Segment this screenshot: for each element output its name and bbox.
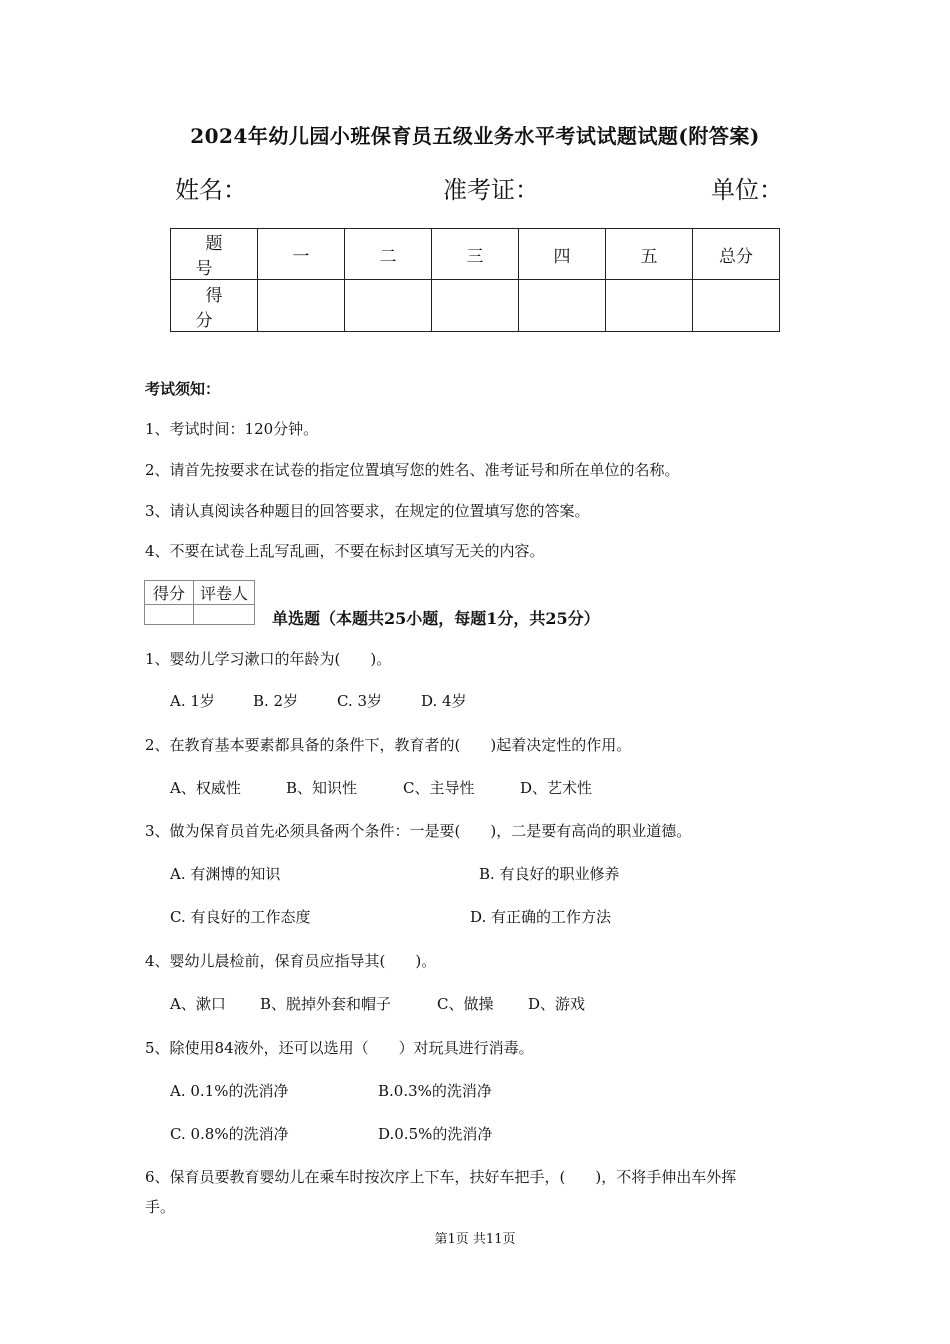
column-header: 三 bbox=[432, 229, 519, 280]
option-d[interactable]: D.0.5%的洗消净 bbox=[378, 1125, 493, 1143]
score-label: 得分 bbox=[171, 280, 258, 332]
option-a[interactable]: A. 0.1%的洗消净 bbox=[170, 1082, 289, 1100]
option-d[interactable]: D. 4岁 bbox=[421, 692, 467, 710]
score-cell[interactable] bbox=[606, 280, 693, 332]
option-d[interactable]: D、艺术性 bbox=[520, 779, 593, 797]
option-a[interactable]: A. 1岁 bbox=[170, 692, 215, 710]
notice-heading: 考试须知： bbox=[145, 380, 221, 398]
question-stem: 5、除使用84液外，还可以选用（ ）对玩具进行消毒。 bbox=[145, 1039, 534, 1057]
option-b[interactable]: B、知识性 bbox=[286, 779, 358, 797]
option-c[interactable]: C. 3岁 bbox=[337, 692, 383, 710]
notice-item: 3、请认真阅读各种题目的回答要求，在规定的位置填写您的答案。 bbox=[145, 502, 590, 520]
option-b[interactable]: B. 2岁 bbox=[253, 692, 299, 710]
score-cell[interactable] bbox=[345, 280, 432, 332]
notice-item: 4、不要在试卷上乱写乱画，不要在标封区填写无关的内容。 bbox=[145, 542, 545, 560]
option-c[interactable]: C. 0.8%的洗消净 bbox=[170, 1125, 289, 1143]
score-cell[interactable] bbox=[258, 280, 345, 332]
option-c[interactable]: C、主导性 bbox=[403, 779, 475, 797]
grader-box bbox=[144, 580, 255, 625]
grader-score-cell[interactable] bbox=[145, 605, 194, 625]
section-heading: 单选题（本题共25小题，每题1分，共25分） bbox=[272, 609, 600, 628]
column-header: 四 bbox=[519, 229, 606, 280]
option-a[interactable]: A. 有渊博的知识 bbox=[170, 865, 281, 883]
notice-item: 1、考试时间：120分钟。 bbox=[145, 420, 319, 438]
option-c[interactable]: C、做操 bbox=[437, 995, 494, 1013]
page-footer: 第1页 共11页 bbox=[434, 1232, 516, 1247]
score-cell[interactable] bbox=[432, 280, 519, 332]
score-cell[interactable] bbox=[693, 280, 780, 332]
score-table-score-row bbox=[171, 280, 780, 332]
page-title: 2024年幼儿园小班保育员五级业务水平考试试题试题(附答案) bbox=[190, 124, 760, 148]
column-header: 五 bbox=[606, 229, 693, 280]
question-number-label: 题号 bbox=[171, 229, 258, 280]
question-stem-continuation: 手。 bbox=[145, 1198, 176, 1216]
question-stem: 1、婴幼儿学习漱口的年龄为( )。 bbox=[145, 650, 392, 668]
option-d[interactable]: D. 有正确的工作方法 bbox=[470, 908, 612, 926]
option-a[interactable]: A、漱口 bbox=[170, 995, 226, 1013]
question-stem: 6、保育员要教育婴幼儿在乘车时按次序上下车，扶好车把手，( )，不将手伸出车外挥 bbox=[145, 1168, 737, 1186]
column-header: 二 bbox=[345, 229, 432, 280]
option-b[interactable]: B、脱掉外套和帽子 bbox=[260, 995, 392, 1013]
grader-name-label: 评卷人 bbox=[194, 581, 255, 605]
score-table-header-row bbox=[171, 229, 780, 280]
column-header: 一 bbox=[258, 229, 345, 280]
option-c[interactable]: C. 有良好的工作态度 bbox=[170, 908, 311, 926]
option-b[interactable]: B. 有良好的职业修养 bbox=[479, 865, 620, 883]
option-a[interactable]: A、权威性 bbox=[170, 779, 241, 797]
option-d[interactable]: D、游戏 bbox=[528, 995, 586, 1013]
notice-item: 2、请首先按要求在试卷的指定位置填写您的姓名、准考证号和所在单位的名称。 bbox=[145, 461, 680, 479]
unit-field-label: 单位： bbox=[711, 176, 783, 204]
question-stem: 3、做为保育员首先必须具备两个条件：一是要( )，二是要有高尚的职业道德。 bbox=[145, 822, 692, 840]
question-stem: 2、在教育基本要素都具备的条件下，教育者的( )起着决定性的作用。 bbox=[145, 736, 632, 754]
score-table bbox=[170, 228, 780, 332]
grader-score-label: 得分 bbox=[145, 581, 194, 605]
score-cell[interactable] bbox=[519, 280, 606, 332]
option-b[interactable]: B.0.3%的洗消净 bbox=[378, 1082, 492, 1100]
name-field-label: 姓名： bbox=[175, 176, 247, 204]
exam-number-field-label: 准考证： bbox=[443, 176, 539, 204]
grader-name-cell[interactable] bbox=[194, 605, 255, 625]
question-stem: 4、婴幼儿晨检前，保育员应指导其( )。 bbox=[145, 952, 437, 970]
column-header: 总分 bbox=[693, 229, 780, 280]
